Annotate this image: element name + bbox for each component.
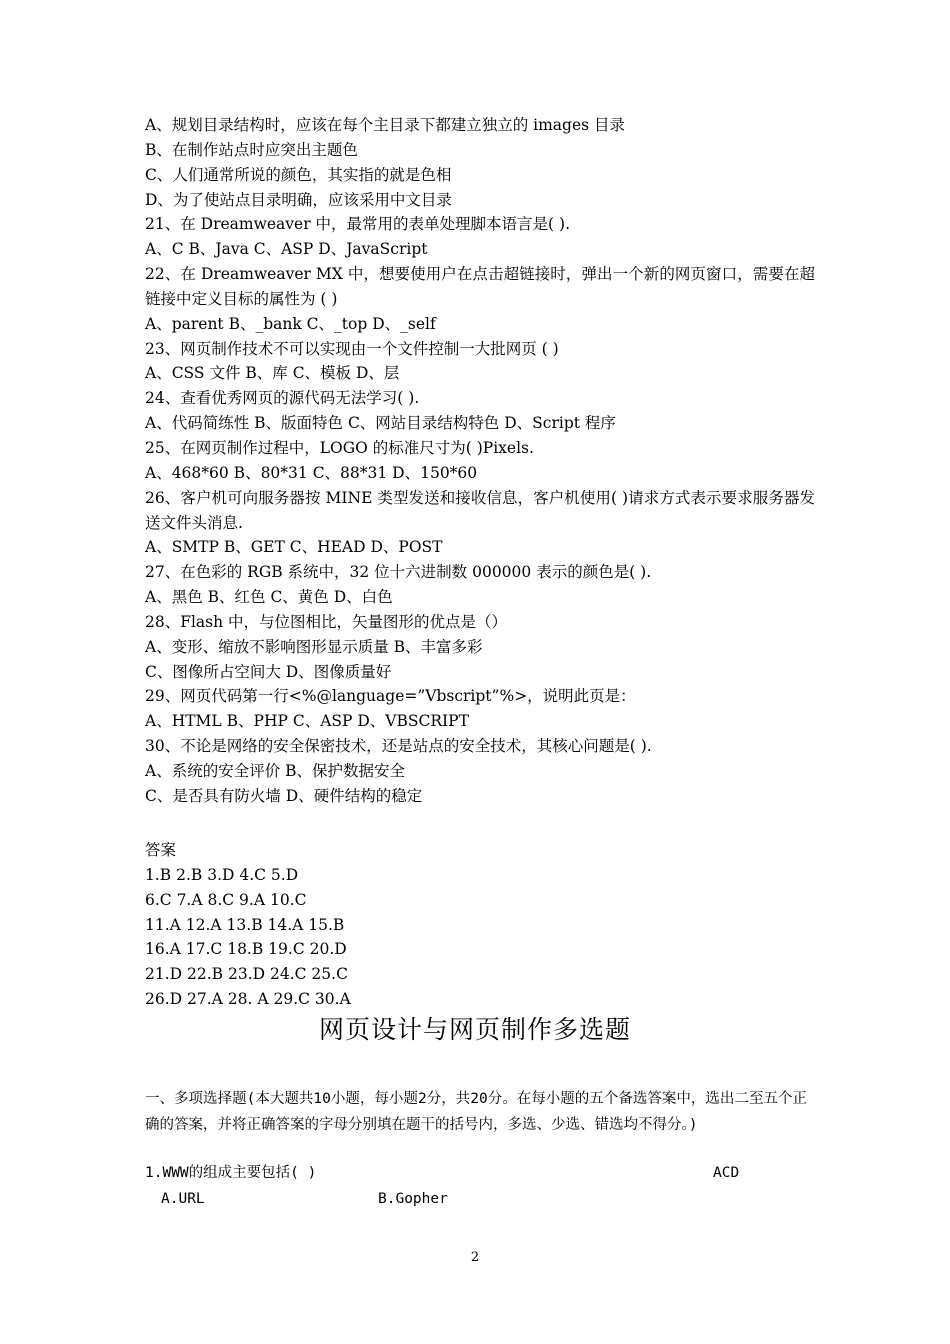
option-line: A、CSS 文件 B、库 C、模板 D、层 — [145, 364, 400, 383]
question-1-row — [145, 1160, 765, 1186]
answer-row: 11.A 12.A 13.B 14.A 15.B — [145, 915, 345, 934]
answer-row: 26.D 27.A 28. A 29.C 30.A — [145, 990, 351, 1009]
option-line: A、HTML B、PHP C、ASP D、VBSCRIPT — [145, 712, 469, 731]
question-27: 27、在色彩的 RGB 系统中，32 位十六进制数 000000 表示的颜色是( ). — [145, 563, 652, 582]
question-25: 25、在网页制作过程中，LOGO 的标准尺寸为( )Pixels. — [145, 438, 534, 457]
answer-key — [145, 838, 545, 1012]
option-line: A、468*60 B、80*31 C、88*31 D、150*60 — [145, 463, 478, 482]
question-30: 30、不论是网络的安全保密技术，还是站点的安全技术，其核心问题是( ). — [145, 737, 652, 756]
question-1-answer: ACD — [713, 1165, 740, 1181]
option-a: A.URL — [161, 1191, 205, 1207]
option-line: A、parent B、_bank C、_top D、_self — [145, 314, 436, 333]
question-28: 28、Flash 中，与位图相比，矢量图形的优点是（） — [145, 612, 508, 631]
question-29: 29、网页代码第一行<%@language=”Vbscript”%>，说明此页是： — [145, 687, 636, 706]
option-line: A、黑色 B、红色 C、黄色 D、白色 — [145, 588, 393, 607]
option-line: B、在制作站点时应突出主题色 — [145, 140, 358, 159]
answer-row: 1.B 2.B 3.D 4.C 5.D — [145, 865, 299, 884]
option-line: A、变形、缩放不影响图形显示质量 B、丰富多彩 — [145, 637, 483, 656]
question-26: 26、客户机可向服务器按 MINE 类型发送和接收信息，客户机使用( )请求方式表示要求服务器发送文件头消息. — [145, 488, 815, 532]
question-21: 21、在 Dreamweaver 中，最常用的表单处理脚本语言是( ). — [145, 215, 570, 234]
question-22: 22、在 Dreamweaver MX 中，想要使用户在点击超链接时，弹出一个新的网页窗口，需要在超链接中定义目标的属性为 ( ) — [145, 265, 815, 308]
option-b: B.Gopher — [378, 1191, 448, 1207]
option-line: A、C B、Java C、ASP D、JavaScript — [145, 240, 428, 259]
option-line: D、为了使站点目录明确，应该采用中文目录 — [145, 190, 452, 209]
option-line: A、系统的安全评价 B、保护数据安全 — [145, 761, 406, 780]
question-23: 23、网页制作技术不可以实现由一个文件控制一大批网页 ( ) — [145, 339, 559, 358]
option-line: A、代码简练性 B、版面特色 C、网站目录结构特色 D、Script 程序 — [145, 414, 616, 433]
answer-heading: 答案 — [145, 841, 177, 859]
option-line: C、人们通常所说的颜色，其实指的就是色相 — [145, 165, 452, 184]
answer-row: 6.C 7.A 8.C 9.A 10.C — [145, 890, 307, 909]
option-line: C、图像所占空间大 D、图像质量好 — [145, 662, 392, 681]
question-1-options — [145, 1186, 765, 1212]
option-line: C、是否具有防火墙 D、硬件结构的稳定 — [145, 786, 423, 805]
answer-row: 16.A 17.C 18.B 19.C 20.D — [145, 940, 347, 959]
question-list — [145, 113, 815, 809]
answer-row: 21.D 22.B 23.D 24.C 25.C — [145, 965, 348, 984]
multi-choice-section — [145, 1087, 807, 1138]
option-line: A、SMTP B、GET C、HEAD D、POST — [145, 538, 443, 557]
section-instructions: 一、多项选择题(本大题共10小题，每小题2分，共20分。在每小题的五个备选答案中，选出二至五个正确的答案，并将正确答案的字母分别填在题干的括号内，多选、少选、错选均不得分。) — [145, 1091, 807, 1133]
page-number: 2 — [470, 1250, 480, 1265]
section-title: 网页设计与网页制作多选题 — [318, 1015, 631, 1044]
question-1-text: 1.WWW的组成主要包括( ) — [145, 1165, 317, 1181]
question-24: 24、查看优秀网页的源代码无法学习( ). — [145, 389, 420, 408]
option-line: A、规划目录结构时，应该在每个主目录下都建立独立的 images 目录 — [145, 116, 625, 134]
